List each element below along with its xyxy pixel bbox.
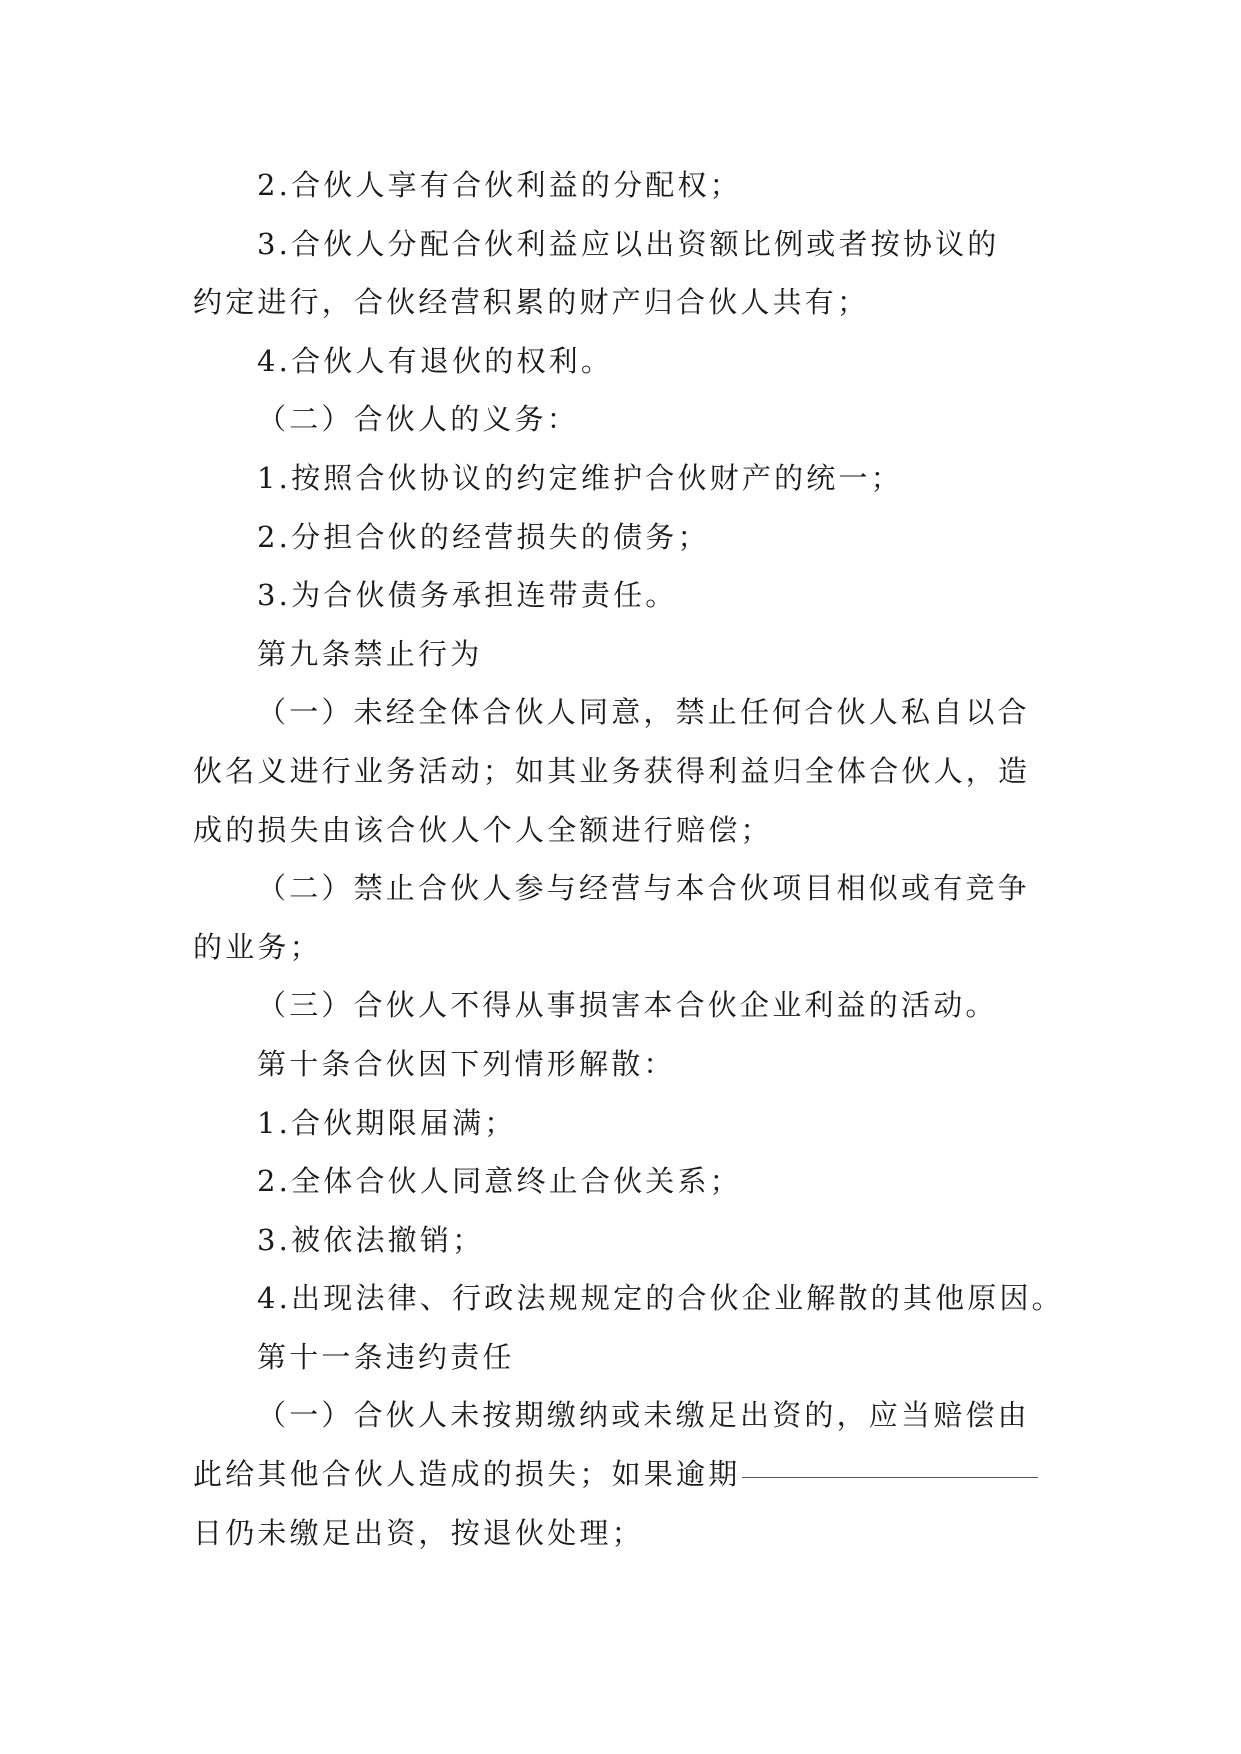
line-text: 2.合伙人享有合伙利益的分配权； [257,168,742,202]
line-text: 4.合伙人有退伙的权利。 [257,343,614,378]
line-text: 1.按照合伙协议的约定维护合伙财产的统一； [257,460,903,495]
fill-in-blank [742,1476,1038,1478]
line-text: 伙名义进行业务活动；如其业务获得利益归全体合伙人，造 [193,753,1031,788]
paragraph-line [193,742,1057,801]
line-text: 第十一条违约责任 [257,1339,515,1374]
paragraph-line [193,390,1057,449]
line-text: （二）合伙人的义务： [257,402,580,437]
line-text: 3.为合伙债务承担连带责任。 [257,578,678,613]
paragraph-line [193,332,1057,391]
section-heading [193,1035,1057,1094]
line-text: 成的损失由该合伙人个人全额进行赔偿； [193,812,773,847]
line-text: 2.分担合伙的经营损失的债务； [257,519,710,554]
line-text: （一）未经全体合伙人同意，禁止任何合伙人私自以合 [257,695,1030,730]
line-text: 约定进行，合伙经营积累的财产归合伙人共有； [193,285,870,320]
document-body [193,156,1064,1562]
paragraph-line [193,215,1057,274]
paragraph-line [193,156,1057,215]
section-heading [193,625,1057,684]
line-text: 4.出现法律、行政法规规定的合伙企业解散的其他原因。 [257,1281,1064,1316]
line-text: 3.被依法撤销； [257,1222,485,1257]
line-text: 的业务； [193,929,322,964]
paragraph-line [193,1094,1057,1153]
paragraph-line [193,449,1057,508]
paragraph-line [193,508,1057,567]
section-heading [193,1328,1057,1387]
paragraph-line [193,566,1057,625]
paragraph-line [193,1211,1057,1270]
paragraph-line [193,1152,1057,1211]
line-text: （一）合伙人未按期缴纳或未缴足出资的，应当赔偿由 [257,1398,1030,1433]
line-text: 2.全体合伙人同意终止合伙关系； [257,1164,742,1199]
paragraph-line [193,1386,1057,1445]
line-text: （三）合伙人不得从事损害本合伙企业利益的活动。 [257,988,998,1023]
line-text: 1.合伙期限届满； [257,1105,517,1140]
paragraph-line [193,1445,1057,1504]
paragraph-line [193,683,1057,742]
paragraph-line [193,976,1057,1035]
paragraph-line [193,801,1057,860]
paragraph-line [193,918,1057,977]
line-text: 日仍未缴足出资，按退伙处理； [193,1515,644,1550]
line-text: 3.合伙人分配合伙利益应以出资额比例或者按协议的 [257,226,1000,261]
paragraph-line [193,1269,1064,1328]
line-text: 第十条合伙因下列情形解散： [257,1046,676,1081]
paragraph-line [193,1504,1057,1563]
paragraph-line [193,273,1057,332]
line-text: 第九条禁止行为 [257,636,483,671]
paragraph-line [193,859,1057,918]
line-text: 此给其他合伙人造成的损失；如果逾期 [193,1457,741,1492]
line-text: （二）禁止合伙人参与经营与本合伙项目相似或有竞争 [257,871,1030,906]
